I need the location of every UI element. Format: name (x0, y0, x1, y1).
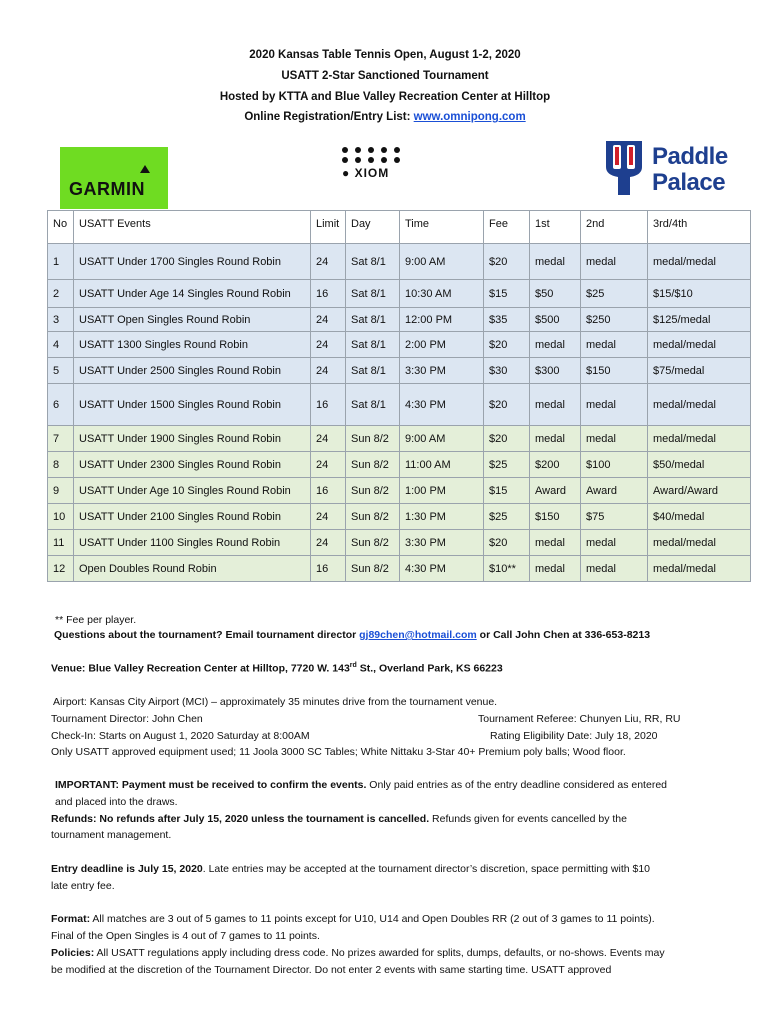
table-cell: $50 (530, 280, 581, 308)
important-line-2: and placed into the draws. (55, 796, 178, 808)
table-header-cell: USATT Events (74, 211, 311, 244)
table-cell: USATT 1300 Singles Round Robin (74, 332, 311, 358)
table-cell: 24 (311, 358, 346, 384)
table-cell: medal (581, 530, 648, 556)
omnipong-link[interactable]: www.omnipong.com (413, 111, 526, 123)
events-table (47, 210, 751, 582)
garmin-logo-text: GARMIN (69, 179, 145, 199)
director-email-link[interactable]: gj89chen@hotmail.com (359, 629, 477, 641)
table-cell: Sun 8/2 (346, 504, 400, 530)
venue-line: Venue: Blue Valley Recreation Center at Hilltop, 7720 W. 143rd St., Overland Park, KS 66223 (51, 662, 503, 675)
table-header-row (48, 211, 751, 244)
table-cell: $20 (484, 384, 530, 426)
table-cell: USATT Under 1900 Singles Round Robin (74, 426, 311, 452)
table-cell: $25 (581, 280, 648, 308)
table-cell: 24 (311, 244, 346, 280)
table-cell: $15 (484, 280, 530, 308)
table-cell: 9 (48, 478, 74, 504)
title-line-1: 2020 Kansas Table Tennis Open, August 1-2, 2020 (249, 49, 521, 61)
table-cell: Sun 8/2 (346, 478, 400, 504)
table-header-cell: Time (400, 211, 484, 244)
table-cell: 4 (48, 332, 74, 358)
table-cell: 24 (311, 504, 346, 530)
table-cell: 1:30 PM (400, 504, 484, 530)
table-cell: 4:30 PM (400, 556, 484, 582)
table-row (48, 244, 751, 280)
table-cell: 2:00 PM (400, 332, 484, 358)
table-cell: 3:30 PM (400, 530, 484, 556)
table-cell: medal/medal (648, 556, 751, 582)
table-cell: Sat 8/1 (346, 358, 400, 384)
paddle-palace-logo (602, 137, 728, 199)
table-cell: USATT Under 2500 Singles Round Robin (74, 358, 311, 384)
table-cell: Sat 8/1 (346, 280, 400, 308)
table-cell: $125/medal (648, 308, 751, 332)
table-header-cell: Day (346, 211, 400, 244)
garmin-logo (60, 147, 168, 209)
table-cell: medal (581, 332, 648, 358)
table-cell: 16 (311, 280, 346, 308)
table-cell: $20 (484, 530, 530, 556)
table-cell: 11 (48, 530, 74, 556)
table-cell: $200 (530, 452, 581, 478)
deadline-line-2: late entry fee. (51, 880, 115, 892)
table-row (48, 504, 751, 530)
table-cell: medal/medal (648, 244, 751, 280)
table-cell: 12:00 PM (400, 308, 484, 332)
table-cell: $40/medal (648, 504, 751, 530)
title-line-2: USATT 2-Star Sanctioned Tournament (281, 70, 489, 82)
table-header-cell: No (48, 211, 74, 244)
table-cell: 24 (311, 308, 346, 332)
format-line: Format: All matches are 3 out of 5 games to 11 points except for U10, U14 and Open Doubles RR (2 out of 3 games to 11 points). (51, 913, 655, 925)
table-cell: $25 (484, 452, 530, 478)
table-cell: 24 (311, 426, 346, 452)
table-cell: 24 (311, 332, 346, 358)
table-cell: medal (530, 244, 581, 280)
xiom-dots-icon (342, 147, 410, 163)
table-cell: $100 (581, 452, 648, 478)
table-cell: Sat 8/1 (346, 332, 400, 358)
paddle-palace-text-1: Paddle (652, 143, 728, 170)
table-cell: USATT Under Age 14 Singles Round Robin (74, 280, 311, 308)
table-cell: medal/medal (648, 384, 751, 426)
table-cell: Sun 8/2 (346, 530, 400, 556)
table-cell: $15 (484, 478, 530, 504)
table-row (48, 384, 751, 426)
table-row (48, 332, 751, 358)
table-cell: $10** (484, 556, 530, 582)
checkin-line: Check-In: Starts on August 1, 2020 Saturday at 8:00AM (51, 730, 310, 742)
registration-label: Online Registration/Entry List: (244, 111, 414, 123)
table-cell: $300 (530, 358, 581, 384)
table-cell: $250 (581, 308, 648, 332)
table-cell: 1 (48, 244, 74, 280)
table-cell: 10:30 AM (400, 280, 484, 308)
table-cell: $150 (581, 358, 648, 384)
table-cell: USATT Under 2300 Singles Round Robin (74, 452, 311, 478)
table-cell: USATT Under 2100 Singles Round Robin (74, 504, 311, 530)
table-cell: $20 (484, 244, 530, 280)
table-cell: medal (530, 426, 581, 452)
table-cell: 4:30 PM (400, 384, 484, 426)
rating-line: Rating Eligibility Date: July 18, 2020 (490, 730, 658, 742)
refunds-line: Refunds: No refunds after July 15, 2020 unless the tournament is cancelled. Refunds given for events cancelled by the (51, 813, 627, 825)
registration-line (0, 111, 770, 123)
table-cell: $15/$10 (648, 280, 751, 308)
table-row (48, 426, 751, 452)
table-cell: Award/Award (648, 478, 751, 504)
table-cell: 9:00 AM (400, 244, 484, 280)
table-row (48, 452, 751, 478)
table-cell: medal (581, 556, 648, 582)
table-row (48, 308, 751, 332)
table-cell: $500 (530, 308, 581, 332)
table-row (48, 530, 751, 556)
equipment-line: Only USATT approved equipment used; 11 Joola 3000 SC Tables; White Nittaku 3-Star 40+ Premium poly balls; Wood floor. (51, 746, 626, 758)
table-cell: 1:00 PM (400, 478, 484, 504)
table-header-cell: 2nd (581, 211, 648, 244)
referee-line: Tournament Referee: Chunyen Liu, RR, RU (478, 713, 681, 725)
paddle-palace-text-2: Palace (652, 169, 726, 196)
table-header-cell: 1st (530, 211, 581, 244)
table-cell: 8 (48, 452, 74, 478)
xiom-logo (340, 147, 410, 189)
table-cell: 5 (48, 358, 74, 384)
garmin-triangle-icon (140, 165, 150, 173)
table-cell: medal (530, 530, 581, 556)
table-cell: Award (530, 478, 581, 504)
table-cell: medal/medal (648, 426, 751, 452)
table-row (48, 280, 751, 308)
table-cell: USATT Under 1100 Singles Round Robin (74, 530, 311, 556)
table-cell: Sat 8/1 (346, 308, 400, 332)
table-cell: medal (530, 384, 581, 426)
policies-line: Policies: All USATT regulations apply including dress code. No prizes awarded for splits, dumps, defaults, or no-shows. Events may (51, 947, 665, 959)
table-cell: 24 (311, 452, 346, 478)
table-cell: Sun 8/2 (346, 556, 400, 582)
table-row (48, 358, 751, 384)
table-cell: 10 (48, 504, 74, 530)
table-cell: $20 (484, 426, 530, 452)
important-line: IMPORTANT: Payment must be received to confirm the events. Only paid entries as of the entry deadline considered as entered (55, 779, 667, 791)
table-cell: 2 (48, 280, 74, 308)
table-cell: medal (581, 244, 648, 280)
table-cell: $25 (484, 504, 530, 530)
table-header-cell: 3rd/4th (648, 211, 751, 244)
table-cell: medal (581, 384, 648, 426)
table-cell: medal/medal (648, 530, 751, 556)
table-cell: 6 (48, 384, 74, 426)
table-cell: USATT Under Age 10 Singles Round Robin (74, 478, 311, 504)
format-line-2: Final of the Open Singles is 4 out of 7 games to 11 points. (51, 930, 320, 942)
policies-line-2: be modified at the discretion of the Tournament Director. Do not enter 2 events with same starting time. USATT approved (51, 964, 612, 976)
table-cell: 7 (48, 426, 74, 452)
refunds-line-2: tournament management. (51, 829, 172, 841)
table-cell: Sat 8/1 (346, 384, 400, 426)
table-cell: medal (581, 426, 648, 452)
table-cell: Sun 8/2 (346, 426, 400, 452)
table-cell: $20 (484, 332, 530, 358)
table-header-cell: Limit (311, 211, 346, 244)
questions-line: Questions about the tournament? Email tournament director gj89chen@hotmail.com or Call John Chen at 336-653-8213 (54, 629, 651, 641)
table-row (48, 556, 751, 582)
table-cell: Sat 8/1 (346, 244, 400, 280)
table-cell: 12 (48, 556, 74, 582)
table-cell: Award (581, 478, 648, 504)
table-cell: medal (530, 332, 581, 358)
table-cell: 3 (48, 308, 74, 332)
airport-line: Airport: Kansas City Airport (MCI) – approximately 35 minutes drive from the tournament venue. (53, 696, 498, 708)
table-cell: 3:30 PM (400, 358, 484, 384)
table-cell: $75/medal (648, 358, 751, 384)
table-cell: $150 (530, 504, 581, 530)
table-cell: Sun 8/2 (346, 452, 400, 478)
table-cell: 9:00 AM (400, 426, 484, 452)
table-header-cell: Fee (484, 211, 530, 244)
fee-note: ** Fee per player. (55, 614, 137, 626)
table-cell: 16 (311, 478, 346, 504)
title-line-3: Hosted by KTTA and Blue Valley Recreation Center at Hilltop (219, 91, 551, 103)
table-cell: USATT Open Singles Round Robin (74, 308, 311, 332)
table-cell: $75 (581, 504, 648, 530)
table-cell: 11:00 AM (400, 452, 484, 478)
table-cell: $30 (484, 358, 530, 384)
table-cell: Open Doubles Round Robin (74, 556, 311, 582)
table-cell: medal/medal (648, 332, 751, 358)
table-cell: $50/medal (648, 452, 751, 478)
table-row (48, 478, 751, 504)
deadline-line: Entry deadline is July 15, 2020. Late entries may be accepted at the tournament director’s discretion, space permitting with $10 (51, 863, 651, 875)
table-cell: $35 (484, 308, 530, 332)
paddle-palace-icon (602, 137, 646, 199)
xiom-logo-text: ● XIOM (342, 166, 390, 180)
table-cell: USATT Under 1500 Singles Round Robin (74, 384, 311, 426)
table-cell: 16 (311, 556, 346, 582)
director-line: Tournament Director: John Chen (51, 713, 203, 725)
table-cell: 24 (311, 530, 346, 556)
table-cell: medal (530, 556, 581, 582)
table-cell: 16 (311, 384, 346, 426)
table-cell: USATT Under 1700 Singles Round Robin (74, 244, 311, 280)
